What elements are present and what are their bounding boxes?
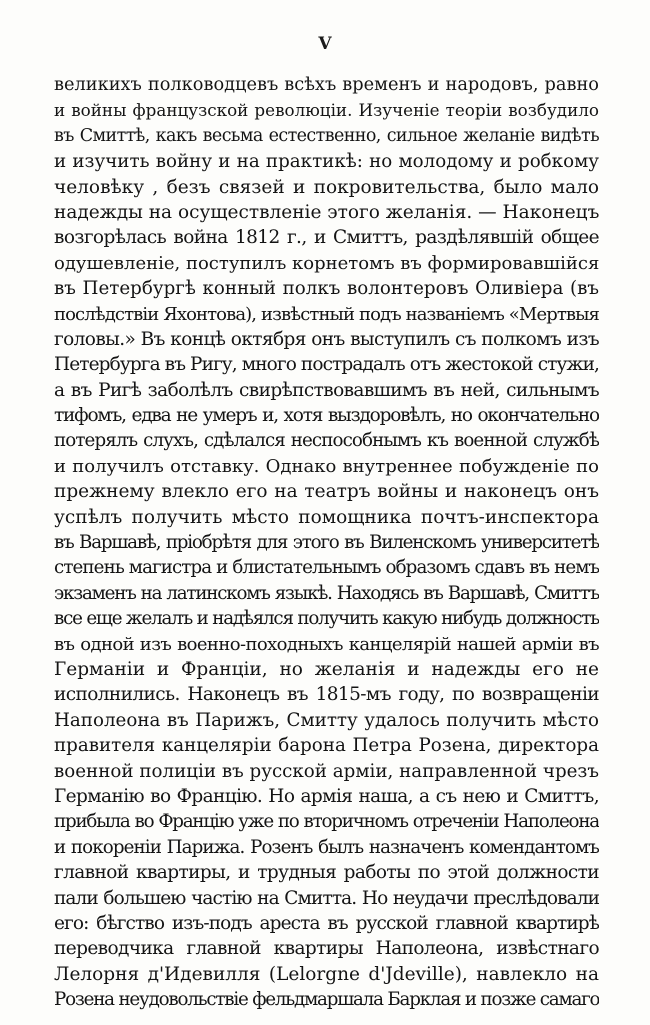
text-line: прибыла во Францію уже по вторичномъ отреченіи Наполеона — [54, 811, 599, 833]
text-line: Германію во Францію. Но армія наша, а съ нею и Смиттъ, — [54, 785, 599, 807]
text-line: въ Варшавѣ, пріобрѣтя для этого въ Виленскомъ университетѣ — [54, 532, 599, 554]
text-line: пали большею частію на Смитта. Но неудачи преслѣдовали — [54, 887, 599, 909]
text-line: потерялъ слухъ, сдѣлался неспособнымъ къ военной службѣ — [54, 430, 599, 452]
text-line: Германіи и Франціи, но желанія и надежды его не — [54, 658, 599, 680]
body-text — [54, 73, 599, 1012]
text-line: одушевленіе, поступилъ корнетомъ въ формировавшійся — [54, 252, 599, 274]
text-line: прежнему влекло его на театръ войны и наконецъ онъ — [54, 481, 599, 503]
text-line: великихъ полководцевъ всѣхъ временъ и народовъ, равно — [54, 75, 599, 95]
text-line: тифомъ, едва не умеръ и, хотя выздоровѣлъ, но окончательно — [54, 405, 599, 427]
text-line: Наполеона въ Парижъ, Смитту удалось получить мѣсто — [54, 709, 599, 731]
text-line: въ одной изъ военно-походныхъ канцелярій нашей арміи въ — [54, 633, 599, 655]
text-line: въ Смиттѣ, какъ весьма естественно, сильное желаніе видѣть — [54, 125, 599, 146]
text-line: и получилъ отставку. Однако внутреннее побужденіе по — [54, 455, 599, 477]
text-line: и покореніи Парижа. Розенъ былъ назначенъ комендантомъ — [54, 836, 599, 858]
text-line: и войны французской революціи. Изученіе теоріи возбудило — [54, 100, 599, 121]
text-line: а въ Ригѣ заболѣлъ свирѣпствовавшимъ въ ней, сильнымъ — [54, 379, 599, 401]
text-line: въ Петербургѣ конный полкъ волонтеровъ Оливіера (въ — [54, 278, 599, 300]
text-line: правителя канцеляріи барона Петра Розена, директора — [54, 735, 599, 757]
page-number: V — [318, 34, 332, 54]
text-line: Розена неудовольствіе фельдмаршала Барклая и позже самаго — [54, 989, 599, 1011]
text-line: возгорѣлась война 1812 г., и Смиттъ, раздѣлявшій общее — [54, 227, 599, 249]
text-line: экзаменъ на латинскомъ языкѣ. Находясь въ Варшавѣ, Смиттъ — [54, 582, 599, 604]
text-line: и изучить войну и на практикѣ: но молодому и робкому — [54, 151, 599, 173]
text-line: послѣдствіи Яхонтова), извѣстный подъ названіемъ «Мертвыя — [54, 303, 599, 325]
text-line: степень магистра и блистательнымъ образомъ сдавъ въ немъ — [54, 557, 599, 579]
text-line: человѣку , безъ связей и покровительства, было мало — [54, 176, 599, 198]
text-line: надежды на осуществленіе этого желанія. — Наконецъ — [54, 201, 599, 223]
text-line: успѣлъ получить мѣсто помощника почтъ-инспектора — [54, 506, 599, 528]
text-line: переводчика главной квартиры Наполеона, извѣстнаго — [54, 938, 599, 960]
text-line: все еще желалъ и надѣялся получить какую нибудь должность — [54, 608, 599, 630]
text-line: его: бѣгство изъ-подъ ареста въ русской главной квартирѣ — [54, 912, 599, 934]
text-line: Лелорня д'Идевилля (Lelorgne d'Jdeville), навлекло на — [54, 963, 599, 985]
text-line: военной полиціи въ русской арміи, направленной чрезъ — [54, 760, 599, 782]
text-line: головы.» Въ концѣ октября онъ выступилъ съ полкомъ изъ — [54, 328, 599, 350]
text-line: Петербурга въ Ригу, много пострадалъ отъ жестокой стужи, — [54, 354, 599, 376]
text-line: исполнились. Наконецъ въ 1815-мъ году, по возвращеніи — [54, 684, 599, 706]
text-line: главной квартиры, и трудныя работы по этой должности — [54, 862, 599, 884]
